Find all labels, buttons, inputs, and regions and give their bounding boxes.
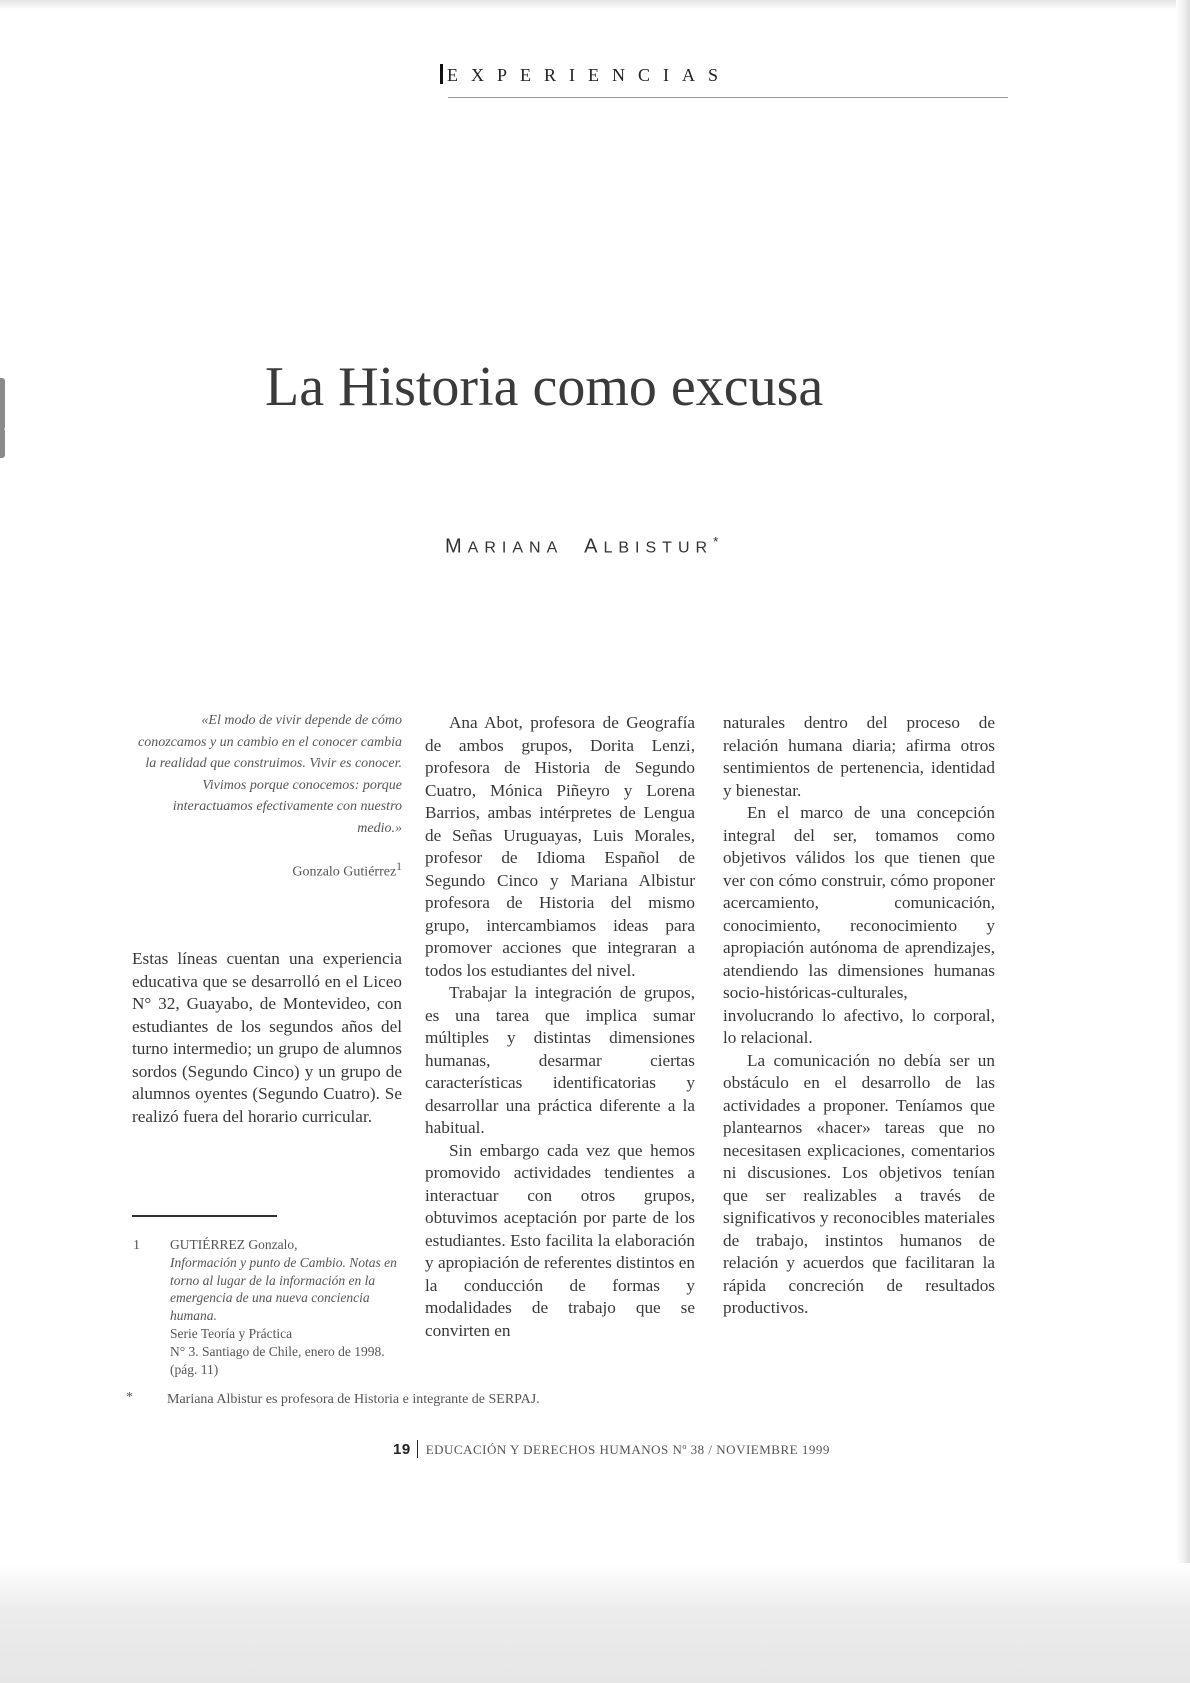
intro-text: Estas líneas cuentan una experiencia educativa que se desarrolló en el Liceo N° 32, Guayabo, de Montevideo, con estudiantes de los segundos años del turno intermedio; un grupo de alumnos sordos (Segundo Cinco) y un grupo de alumnos oyentes (Segundo Cuatro). Se realizó fuera del horario curricular. <box>132 949 402 1126</box>
paragraph: En el marco de una concepción integral del ser, tomamos como objetivos válidos los que tienen que ver con cómo construir, cómo proponer acercamiento, comunicación, conocimiento, reconocimiento y apropiación autónoma de aprendizajes, atendiendo las dimensiones humanas socio-históricas-culturales, involucrando lo afectivo, lo corporal, lo relacional. <box>723 803 995 1047</box>
footnote-number: 1 <box>133 1238 140 1253</box>
author-footnote-mark: * <box>713 534 725 549</box>
author-note: Mariana Albistur es profesora de Historia e integrante de SERPAJ. <box>167 1392 540 1407</box>
article-author <box>445 534 724 558</box>
footnote-series: Serie Teoría y Práctica <box>170 1325 293 1341</box>
paragraph: naturales dentro del proceso de relación humana diaria; afirma otros sentimientos de pertenencia, identidad y bienestar. <box>723 713 995 800</box>
body-column-2 <box>425 712 695 1342</box>
epigraph-source <box>132 860 402 881</box>
footnote-work: Información y punto de Cambio. Notas en torno al lugar de la información en la emergencia de una nueva conciencia humana. <box>170 1254 397 1324</box>
page-footer <box>393 1440 830 1458</box>
epigraph-quote: «El modo de vivir depende de cómo conozcamos y un cambio en el conocer cambia la realidad que construimos. Vivir es conocer. Vivimos porque conocemos: porque interactuamos efectivamente con nuestro medio.» <box>138 713 402 836</box>
author-first-rest: ARIANA <box>467 539 564 557</box>
footnote-details: N° 3. Santiago de Chile, enero de 1998. (pág. 11) <box>170 1343 385 1377</box>
epigraph-source-name: Gonzalo Gutiérrez <box>292 864 397 880</box>
paragraph: Trabajar la integración de grupos, es una tarea que implica sumar múltiples y distintas dimensiones humanas, desarmar ciertas características identificatorias y desarrollar una práctica diferente a la habitual. <box>425 983 695 1137</box>
footer-separator <box>417 1440 418 1458</box>
paragraph: Sin embargo cada vez que hemos promovido actividades tendientes a interactuar con otros grupos, obtuvimos aceptación por parte de los estudiantes. Esto facilita la elaboración y apropiación de referentes distintos en la conducción de formas y modalidades de trabajo que se convirten en <box>425 1140 695 1340</box>
body-column-3 <box>723 712 995 1320</box>
author-first-initial: M <box>445 535 468 558</box>
section-header-text: EXPERIENCIAS <box>447 65 732 85</box>
page-edge-bottom <box>0 1563 1190 1683</box>
binding-staple-top <box>0 378 5 430</box>
epigraph-footnote-ref: 1 <box>396 860 402 873</box>
author-note-mark: * <box>126 1390 133 1405</box>
binding-staple-bottom <box>0 428 5 458</box>
paragraph: Ana Abot, profesora de Geografía de ambos grupos, Dorita Lenzi, profesora de Historia de Segundo Cuatro, Mónica Piñeyro y Lorena Barrios, ambas intérpretes de Lengua de Señas Uruguayas, Luis Morales, profesor de Idioma Español de Segundo Cinco y Mariana Albistur profesora de Historia del mismo grupo, intercambiamos ideas para promover acciones que integraran a todos los estudiantes del nivel. <box>425 713 695 980</box>
publication-info: EDUCACIÓN Y DERECHOS HUMANOS Nº 38 / NOVIEMBRE 1999 <box>425 1442 830 1457</box>
author-last-initial: A <box>584 535 604 558</box>
footnote-author: GUTIÉRREZ Gonzalo, <box>170 1237 298 1252</box>
paragraph: La comunicación no debía ser un obstáculo en el desarrollo de las actividades a proponer. Teníamos que plantearnos «hacer» tareas que no necesitasen explicaciones, comentarios ni discusiones. Los objetivos tenían que ser realizables a través de significativos y reconocibles materiales de trabajo, instintos humanos de relación y acuerdos que facilitaran la rápida concreción de resultados productivos. <box>723 1050 995 1317</box>
article-title: La Historia como excusa <box>265 356 824 418</box>
page-number: 19 <box>393 1441 411 1458</box>
header-rule <box>448 97 1008 98</box>
footnote-rule <box>132 1215 277 1217</box>
page-edge-right <box>1176 0 1190 1683</box>
intro-paragraph <box>132 948 402 1128</box>
author-last-rest: LBISTUR <box>603 539 714 557</box>
page-edge-shadow <box>0 0 1190 10</box>
section-header-bar <box>440 64 443 84</box>
footnote <box>170 1236 410 1378</box>
section-header <box>440 64 731 86</box>
